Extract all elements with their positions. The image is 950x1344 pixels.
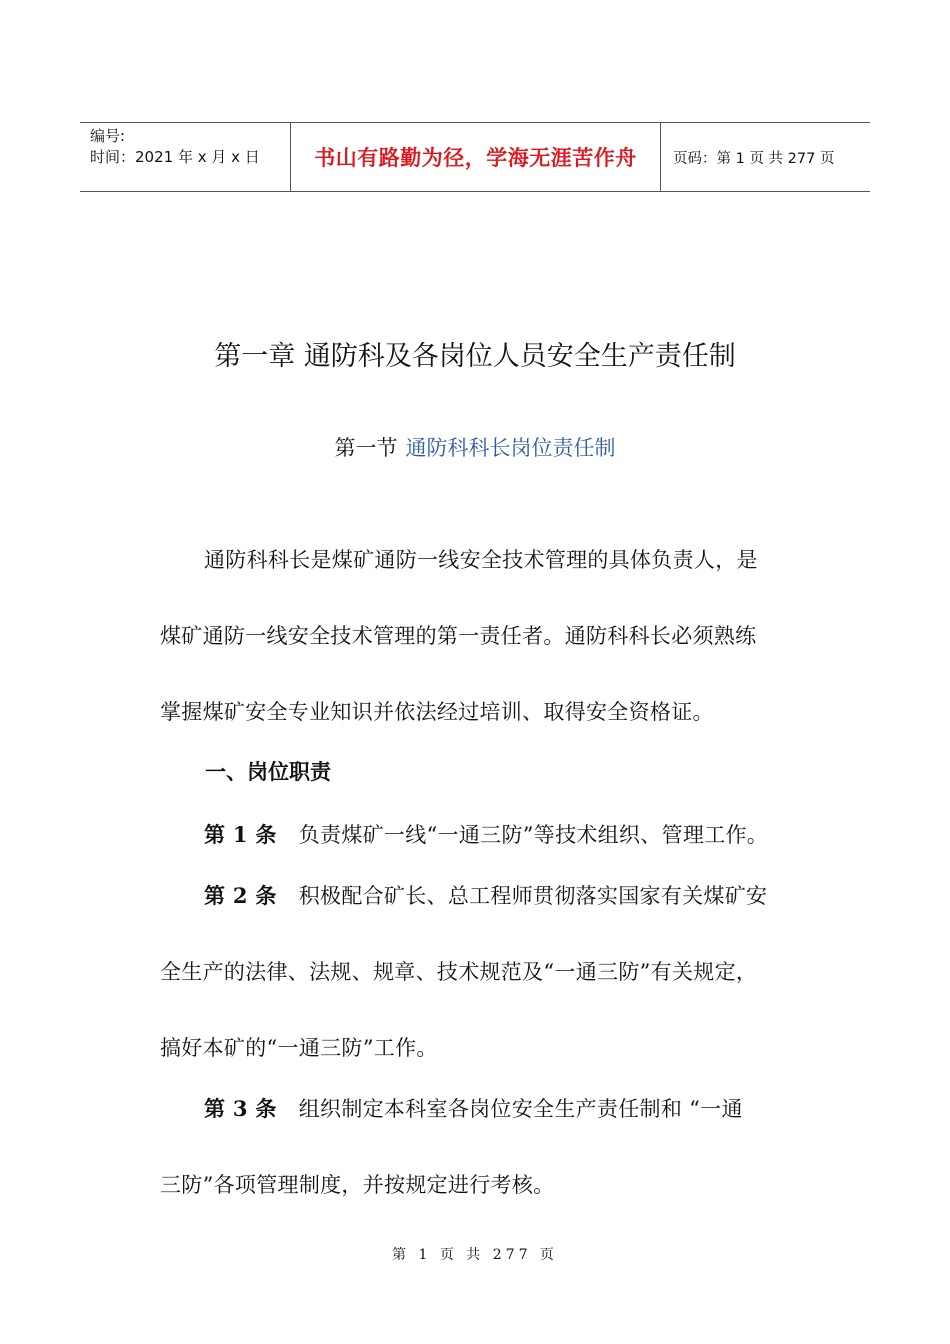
duties-heading: 一、岗位职责 xyxy=(205,759,331,784)
header-motto-cell xyxy=(291,123,661,191)
intro-line: 掌握煤矿安全专业知识并依法经过培训、取得安全资格证。 xyxy=(160,700,714,724)
motto-text: 书山有路勤为径，学海无涯苦作舟 xyxy=(314,146,637,170)
footer-page-number: 第 1 页 共 277 页 xyxy=(392,1247,558,1263)
chapter-title: 第一章 通防科及各岗位人员安全生产责任制 xyxy=(214,341,736,372)
section-number: 第一节 xyxy=(334,436,398,460)
article-text: 搞好本矿的“一通三防”工作。 xyxy=(160,1036,438,1060)
time-label: 时间：2021 年 x 月 x 日 xyxy=(90,148,260,166)
article-label: 第 3 条 xyxy=(204,1096,277,1121)
intro-line: 煤矿通防一线安全技术管理的第一责任者。通防科科长必须熟练 xyxy=(160,624,757,648)
section-title xyxy=(0,432,950,462)
intro-line: 通防科科长是煤矿通防一线安全技术管理的具体负责人，是 xyxy=(204,548,758,572)
article-text: 负责煤矿一线“一通三防”等技术组织、管理工作。 xyxy=(298,823,769,847)
article-text: 三防”各项管理制度，并按规定进行考核。 xyxy=(160,1173,555,1197)
article-2 xyxy=(160,858,800,1086)
article-label: 第 1 条 xyxy=(204,822,277,847)
number-label: 编号: xyxy=(90,127,126,145)
article-label: 第 2 条 xyxy=(204,883,277,908)
header-page-cell xyxy=(661,123,870,191)
header-meta-cell xyxy=(80,123,291,191)
intro-paragraph xyxy=(160,522,800,750)
article-text: 组织制定本科室各岗位安全生产责任制和 “一通 xyxy=(298,1097,743,1121)
article-text: 全生产的法律、法规、规章、技术规范及“一通三防”有关规定， xyxy=(160,960,758,984)
page-info: 页码：第 1 页 共 277 页 xyxy=(673,150,835,167)
document-header-table xyxy=(80,122,870,192)
article-3 xyxy=(160,1071,800,1223)
section-name: 通防科科长岗位责任制 xyxy=(405,436,616,460)
article-text: 积极配合矿长、总工程师贯彻落实国家有关煤矿安 xyxy=(298,884,768,908)
